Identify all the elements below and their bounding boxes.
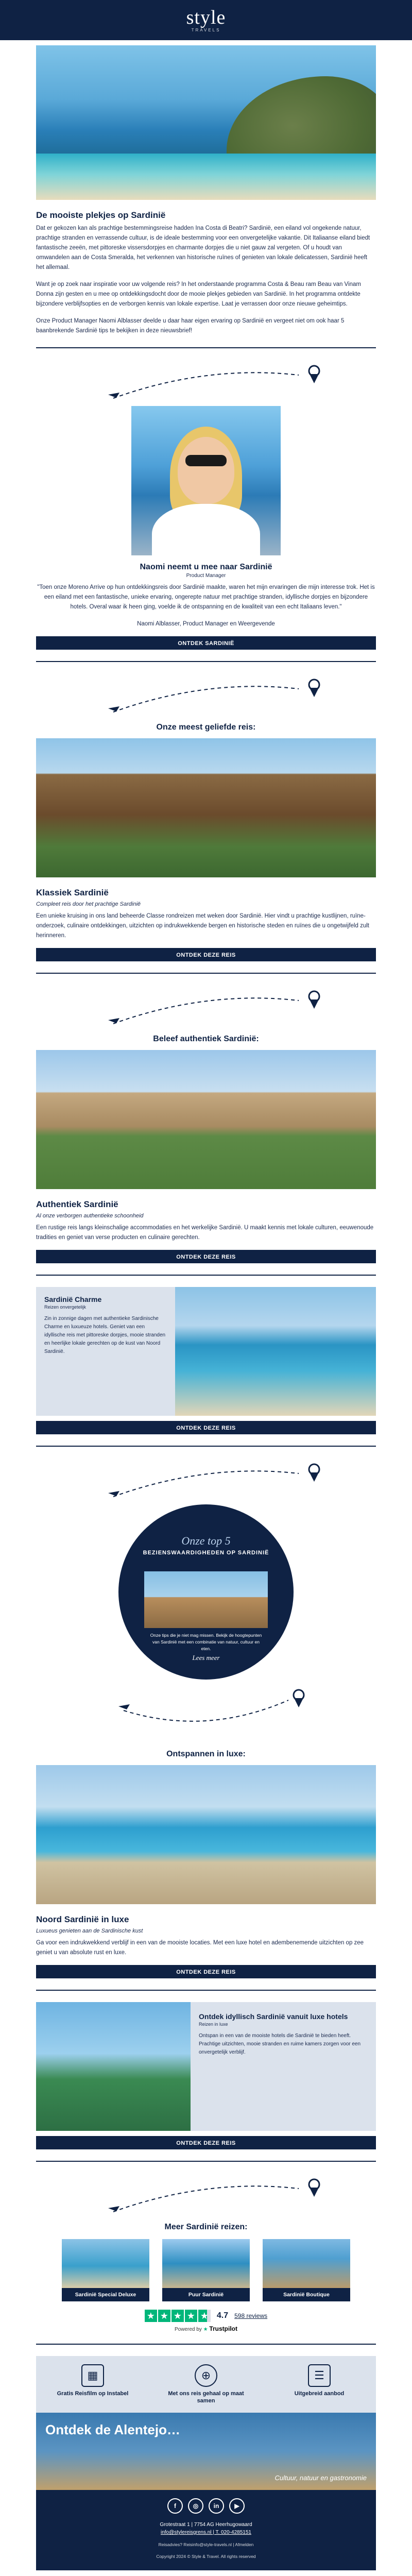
- star-icon: ★: [198, 2310, 211, 2322]
- divider: [36, 2344, 376, 2345]
- top5-photo: [144, 1571, 268, 1628]
- logo-subtext: TRAVELS: [191, 28, 221, 32]
- trustpilot-stars: [145, 2310, 211, 2322]
- authentiek-paragraph: Een rustige reis langs kleinschalige accommodaties en het werkelijke Sardinië. U maakt kennis met lokale culturen, eeuwenoude tradities en geniet van verse producten en culinaire gerechten.: [36, 1225, 374, 1241]
- trustpilot-star-icon: ★: [203, 2327, 208, 2332]
- intro-section: [36, 210, 376, 336]
- plane-route-decoration: [36, 360, 376, 406]
- idyllisch-cta-button[interactable]: ONTDEK DEZE REIS: [36, 2136, 376, 2149]
- plane-route-decoration: [36, 985, 376, 1031]
- klassiek-title: Klassiek Sardinië: [36, 888, 109, 897]
- star-icon: ★: [171, 2310, 184, 2322]
- usp-item[interactable]: [165, 2364, 247, 2404]
- thumbnail-card[interactable]: [62, 2239, 149, 2301]
- authentiek-cta-button[interactable]: ONTDEK DEZE REIS: [36, 1250, 376, 1263]
- authentiek-subtitle: Al onze verborgen authentieke schoonheid: [36, 1213, 144, 1219]
- trustpilot-brand: Trustpilot: [209, 2325, 237, 2332]
- luxe-cta-button[interactable]: ONTDEK DEZE REIS: [36, 1965, 376, 1978]
- naomi-photo: [131, 406, 281, 555]
- banner-title: Ontdek de Alentejo…: [45, 2422, 180, 2437]
- thumbnail-photo: [62, 2239, 149, 2288]
- charme-cta-button[interactable]: ONTDEK DEZE REIS: [36, 1421, 376, 1434]
- divider: [36, 347, 376, 348]
- star-icon: ★: [145, 2310, 157, 2322]
- alentejo-banner[interactable]: [36, 2413, 376, 2490]
- top5-body: [149, 1632, 263, 1661]
- divider: [36, 661, 376, 662]
- top5-read-more-link[interactable]: Lees meer: [192, 1654, 220, 1662]
- footer-usp-row: [36, 2356, 376, 2413]
- top5-circle-wrap: [36, 1504, 376, 1747]
- divider: [36, 1275, 376, 1276]
- instagram-icon[interactable]: ◎: [188, 2498, 203, 2514]
- top5-text: Onze tips die je niet mag missen. Bekijk de hoogtepunten van Sardinië met een combinatie van natuur, cultuur en eten.: [150, 1633, 262, 1651]
- footer-copyright: Copyright 2024 © Style & Travel. All rights reserved: [156, 2554, 256, 2559]
- thumbnail-photo: [162, 2239, 250, 2288]
- luxe-section: [36, 1750, 376, 1978]
- divider: [36, 2161, 376, 2162]
- calendar-icon: ▦: [81, 2364, 104, 2387]
- intro-title: De mooiste plekjes op Sardinië: [36, 210, 166, 220]
- plane-route-icon: [36, 1680, 376, 1741]
- youtube-icon[interactable]: ▶: [229, 2498, 245, 2514]
- social-icons: [36, 2498, 376, 2514]
- idyllisch-cta-wrap: [36, 2136, 376, 2149]
- top5-script-title: Onze top 5: [181, 1534, 231, 1547]
- luxe-heading: Ontspannen in luxe:: [166, 1750, 246, 1758]
- top5-heading: [118, 1534, 294, 1556]
- luxe-title: Noord Sardinië in luxe: [36, 1914, 129, 1924]
- intro-paragraph-1: Dat er gekozen kan als prachtige bestemmingsreise hadden Ina Costa di Beatri? Sardinië, een eiland vol ongekende natuur, prachtige stranden en verrassende cultuur, is de ideale bestemming voor een onvergetelijke vakantie. Dit Italiaanse eiland biedt fantastische zeeën, met pittoreske vissersdorpjes en charmante dorpjes die u niet gauw zal vergeten. Of u houdt van omwandelen aan de Costa Smeralda, het verkennen van historische ruïnes of genieten van lokale delicatessen, Sardinië heeft het allemaal.: [36, 225, 370, 270]
- thumbnail-label: Puur Sardinië: [162, 2288, 250, 2301]
- klassiek-subtitle: Compleet reis door het prachtige Sardinië: [36, 901, 141, 907]
- charme-card-text: [36, 1287, 175, 1416]
- meer-heading: Meer Sardinië reizen:: [164, 2223, 248, 2231]
- reis-heading: Onze meest geliefde reis:: [156, 723, 256, 732]
- usp-item[interactable]: [278, 2364, 360, 2404]
- naomi-signature: Naomi Alblasser, Product Manager en Weergevende: [137, 621, 275, 627]
- ruins-photo: [36, 738, 376, 877]
- trustpilot-powered: [36, 2325, 376, 2332]
- naomi-sunglasses: [185, 455, 227, 466]
- top5-circle[interactable]: [118, 1504, 294, 1680]
- hero-sea: [36, 154, 376, 200]
- charme-card: [36, 1287, 376, 1416]
- naomi-section: [36, 563, 376, 650]
- authentiek-heading: Beleef authentiek Sardinië:: [153, 1035, 259, 1043]
- naomi-quote: "Toen onze Moreno Arrive op hun ontdekkingsreis door Sardinië maakte, waren het mijn ervaringen die mijn interesse trok. Het is een eiland met een fantastische, unieke ervaring, ongerepte natuur met prachtige stranden, idyllische dorpjes en bijzondere hotels. Overal waar ik heen ging, voelde ik de ontspanning en de kwaliteit van een echt Italiaans leven.": [37, 584, 375, 610]
- naomi-role: Product Manager: [186, 573, 226, 579]
- authentiek-title: Authentiek Sardinië: [36, 1199, 118, 1209]
- idyllisch-title: Ontdek idyllisch Sardinië vanuit luxe hotels: [199, 2012, 348, 2021]
- trustpilot-reviews-link[interactable]: 598 reviews: [234, 2312, 268, 2319]
- thumbnail-label: Sardinië Special Deluxe: [62, 2288, 149, 2301]
- naomi-title: Naomi neemt u mee naar Sardinië: [140, 563, 272, 571]
- plane-route-decoration: [36, 673, 376, 720]
- trustpilot-score: 4.7: [216, 2311, 229, 2320]
- plane-route-icon: [36, 360, 376, 406]
- naomi-face: [178, 437, 234, 504]
- plane-route-icon: [36, 1458, 376, 1504]
- footer-address: Grotestraat 1 | 7754 AG Heerhugowaard: [160, 2522, 252, 2528]
- idyllisch-paragraph: Ontspan in een van de mooiste hotels die Sardinië te bieden heeft. Prachtige uitzichten, mooie stranden en ruime kamers zorgen voor een onvergetelijk verblijf.: [199, 2033, 361, 2055]
- footer-email-link[interactable]: info@stylereisgrens.nl | T. 020-4285151: [160, 2530, 251, 2535]
- reis-section: [36, 723, 376, 961]
- linkedin-icon[interactable]: in: [209, 2498, 224, 2514]
- footer: [36, 2490, 376, 2570]
- powered-text: Powered by: [174, 2327, 202, 2332]
- idyllisch-photo: [36, 2002, 191, 2131]
- top5-subtitle: BEZIENSWAARDIGHEDEN OP SARDINIË: [143, 1550, 269, 1556]
- meer-section: [36, 2223, 376, 2332]
- thumbnail-photo: [263, 2239, 350, 2288]
- globe-icon: ⊕: [195, 2364, 217, 2387]
- idyllisch-card: [36, 2002, 376, 2131]
- pool-photo: [36, 1765, 376, 1904]
- document-icon: ☰: [308, 2364, 331, 2387]
- klassiek-cta-button[interactable]: ONTDEK DEZE REIS: [36, 948, 376, 961]
- banner-subtitle: Cultuur, natuur en gastronomie: [274, 2474, 367, 2482]
- ontdek-sardinie-button[interactable]: ONTDEK SARDINIË: [36, 636, 376, 650]
- thumbnail-card[interactable]: [162, 2239, 250, 2301]
- intro-paragraph-3: Onze Product Manager Naomi Alblasser deelde u daar haar eigen ervaring op Sardinië en vergeet niet om ook haar 5 baanbrekende Sardinië tips te bekijken in deze nieuwsbrief!: [36, 318, 345, 334]
- thumbnail-card[interactable]: [263, 2239, 350, 2301]
- thumbnail-label: Sardinië Boutique: [263, 2288, 350, 2301]
- naomi-shirt: [152, 504, 260, 555]
- footer-contact-link[interactable]: [36, 2529, 376, 2536]
- villa-photo: [36, 1050, 376, 1189]
- idyllisch-subtitle: Reizen in luxe: [199, 2022, 228, 2027]
- plane-route-icon: [36, 985, 376, 1031]
- header: [0, 0, 412, 40]
- facebook-icon[interactable]: f: [167, 2498, 183, 2514]
- footer-unsubscribe[interactable]: Reisadvies? Reisinfo@style-travels.nl | Afmelden: [158, 2542, 254, 2547]
- luxe-subtitle: Luxueus genieten aan de Sardinische kust: [36, 1928, 143, 1934]
- usp-item[interactable]: [52, 2364, 134, 2404]
- usp-label: Met ons reis gehaal op maat samen: [168, 2391, 244, 2404]
- charme-subtitle: Reizen onvergetelijk: [44, 1304, 87, 1310]
- divider: [36, 973, 376, 974]
- trustpilot-rating[interactable]: [36, 2310, 376, 2322]
- intro-paragraph-2: Want je op zoek naar inspiratie voor uw volgende reis? In het onderstaande programma Costa & Beau ram Beau van Vinam Donna zijn gesten en u mee op ontdekkingsdocht door de mooie plekjes gebieden van Sardinië. In het programma ontdekte bijzondere verblijfsopties en de verborgen kennis van lokale expertise. Laat je verrassen door onze nieuwe geheimtips.: [36, 281, 361, 307]
- plane-route-decoration: [36, 2173, 376, 2219]
- klassiek-paragraph: Een unieke kruising in ons land beheerde Classe rondreizen met weken door Sardinië. Hier vindt u prachtige kustlijnen, ruïne-onderzoek, culinaire ontdekkingen, uitzichten op indrukwekkende bergen en historische steden en ruïnes die u ongetwijfeld zult herinneren.: [36, 913, 369, 939]
- idyllisch-card-text: [191, 2002, 376, 2131]
- usp-label: Uitgebreid aanbod: [294, 2391, 345, 2397]
- plane-route-decoration: [36, 1458, 376, 1504]
- usp-label: Gratis Reisfilm op Instabel: [57, 2391, 129, 2397]
- charme-paragraph: Zin in zonnige dagen met authentieke Sardinische Charme en luxueuze hotels. Geniet van een idyllische reis met pittoreske dorpjes, mooie stranden en heerlijke lokale gerechten op de kust van Noord Sardinië.: [44, 1316, 166, 1354]
- plane-route-icon: [36, 2173, 376, 2219]
- luxe-paragraph: Ga voor een indrukwekkend verblijf in een van de mooiste locaties. Met een luxe hotel en adembenemende uitzichten op zee geniet u van absolute rust en luxe.: [36, 1940, 364, 1956]
- star-icon: ★: [185, 2310, 197, 2322]
- star-icon: ★: [158, 2310, 170, 2322]
- logo[interactable]: [186, 8, 226, 32]
- plane-route-icon: [36, 673, 376, 720]
- thumbnail-list: [62, 2239, 350, 2301]
- hero-image-beach: [36, 45, 376, 200]
- charme-cta-wrap: [36, 1421, 376, 1434]
- charme-coast-photo: [175, 1287, 376, 1416]
- logo-text: style: [186, 7, 226, 28]
- divider: [36, 1446, 376, 1447]
- divider: [36, 1990, 376, 1991]
- charme-title: Sardinië Charme: [44, 1295, 102, 1303]
- authentiek-section: [36, 1035, 376, 1263]
